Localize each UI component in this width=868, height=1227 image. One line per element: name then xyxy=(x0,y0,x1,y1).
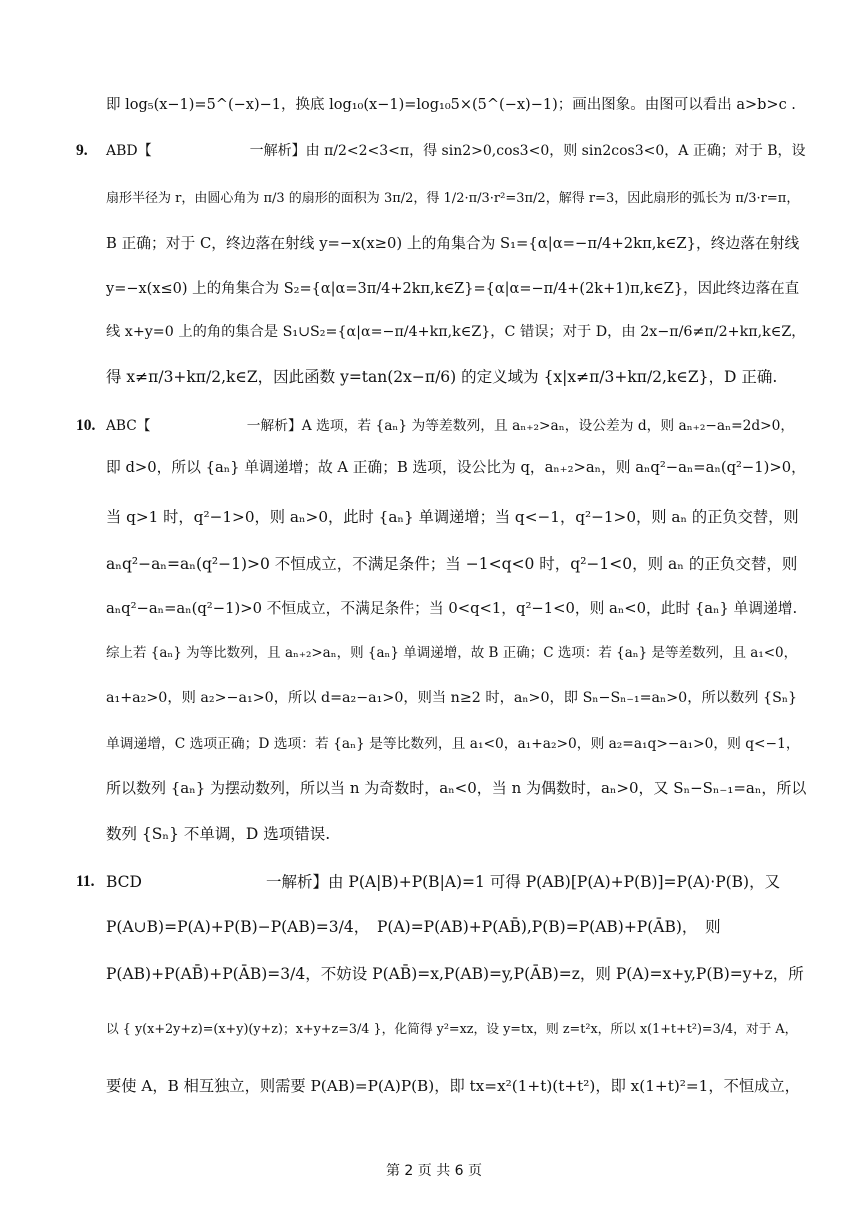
text-line: 单调递增，C 选项正确；D 选项：若 {aₙ} 是等比数列，且 a₁<0，a₁+a₂>0，则 a₂=a₁q>−a₁>0，则 q<−1， xyxy=(106,736,800,752)
text-line: 即 d>0，所以 {aₙ} 单调递增；故 A 正确；B 选项，设公比为 q，aₙ₊₂>aₙ，则 aₙq²−aₙ=aₙ(q²−1)>0， xyxy=(106,459,806,476)
text-line: aₙq²−aₙ=aₙ(q²−1)>0 不恒成立，不满足条件；当 0<q<1，q²−1<0，则 aₙ<0，此时 {aₙ} 单调递增. xyxy=(106,600,798,617)
text-line: ABD【 一解析】由 π/2<2<3<π，得 sin2>0,cos3<0，则 sin2cos3<0，A 正确；对于 B，设 xyxy=(106,143,806,159)
text-line: y=−x(x≤0) 上的角集合为 S₂={α|α=3π/4+2kπ,k∈Z}={α|α=−π/4+(2k+1)π,k∈Z}，因此终边落在直 xyxy=(106,281,800,297)
text-line: ABC【 一解析】A 选项，若 {aₙ} 为等差数列，且 aₙ₊₂>aₙ，设公差为 d，则 aₙ₊₂−aₙ=2d>0， xyxy=(106,418,795,434)
question-number: 9. xyxy=(76,142,88,159)
text-line: P(A∪B)=P(A)+P(B)−P(AB)=3/4， P(A)=P(AB)+P(AB̄),P(B)=P(AB)+P(ĀB)， 则 xyxy=(106,918,721,936)
text-line: 得 x≠π/3+kπ/2,k∈Z，因此函数 y=tan(2x−π/6) 的定义域为 {x|x≠π/3+kπ/2,k∈Z}，D 正确. xyxy=(106,368,778,386)
text-line: 综上若 {aₙ} 为等比数列，且 aₙ₊₂>aₙ，则 {aₙ} 单调递增，故 B 正确；C 选项：若 {aₙ} 是等差数列，且 a₁<0， xyxy=(106,645,798,661)
question-number: 11. xyxy=(76,873,95,890)
page-footer: 第 2 页 共 6 页 xyxy=(385,1163,483,1179)
text-line: 线 x+y=0 上的角的集合是 S₁∪S₂={α|α=−π/4+kπ,k∈Z}，C 错误；对于 D，由 2x−π/6≠π/2+kπ,k∈Z， xyxy=(106,324,806,340)
question-number: 10. xyxy=(76,417,96,434)
text-line: B 正确；对于 C，终边落在射线 y=−x(x≥0) 上的角集合为 S₁={α|α=−π/4+2kπ,k∈Z}，终边落在射线 xyxy=(106,235,800,252)
text-line: 以 { y(x+2y+z)=(x+y)(y+z)；x+y+z=3/4 }，化简得 y²=xz，设 y=tx，则 z=t²x，所以 x(1+t+t²)=3/4，对于 A， xyxy=(106,1022,798,1037)
text-line: P(AB)+P(AB̄)+P(ĀB)=3/4，不妨设 P(AB̄)=x,P(AB)=y,P(ĀB)=z，则 P(A)=x+y,P(B)=y+z，所 xyxy=(106,965,804,983)
text-line: BCD 一解析】由 P(A|B)+P(B|A)=1 可得 P(AB)[P(A)+P(B)]=P(A)·P(B)，又 xyxy=(106,873,781,891)
text-line: 即 log₅(x−1)=5^(−x)−1，换底 log₁₀(x−1)=log₁₀5×(5^(−x)−1)；画出图象。由图可以看出 a>b>c . xyxy=(106,97,796,113)
text-line: aₙq²−aₙ=aₙ(q²−1)>0 不恒成立，不满足条件；当 −1<q<0 时，q²−1<0，则 aₙ 的正负交替，则 xyxy=(106,555,798,573)
text-line: 扇形半径为 r，由圆心角为 π/3 的扇形的面积为 3π/2，得 1/2·π/3·r²=3π/2，解得 r=3，因此扇形的弧长为 π/3·r=π， xyxy=(106,191,800,206)
text-line: 数列 {Sₙ} 不单调，D 选项错误. xyxy=(106,825,331,843)
text-line: 要使 A，B 相互独立，则需要 P(AB)=P(A)P(B)，即 tx=x²(1+t)(t+t²)，即 x(1+t)²=1，不恒成立， xyxy=(106,1077,800,1095)
text-line: 所以数列 {aₙ} 为摆动数列，所以当 n 为奇数时，aₙ<0，当 n 为偶数时，aₙ>0，又 Sₙ−Sₙ₋₁=aₙ，所以 xyxy=(106,779,807,797)
text-line: 当 q>1 时，q²−1>0，则 aₙ>0，此时 {aₙ} 单调递增；当 q<−1，q²−1>0，则 aₙ 的正负交替，则 xyxy=(106,508,799,526)
text-line: a₁+a₂>0，则 a₂>−a₁>0，所以 d=a₂−a₁>0，则当 n≥2 时，aₙ>0，即 Sₙ−Sₙ₋₁=aₙ>0，所以数列 {Sₙ} xyxy=(106,690,798,706)
